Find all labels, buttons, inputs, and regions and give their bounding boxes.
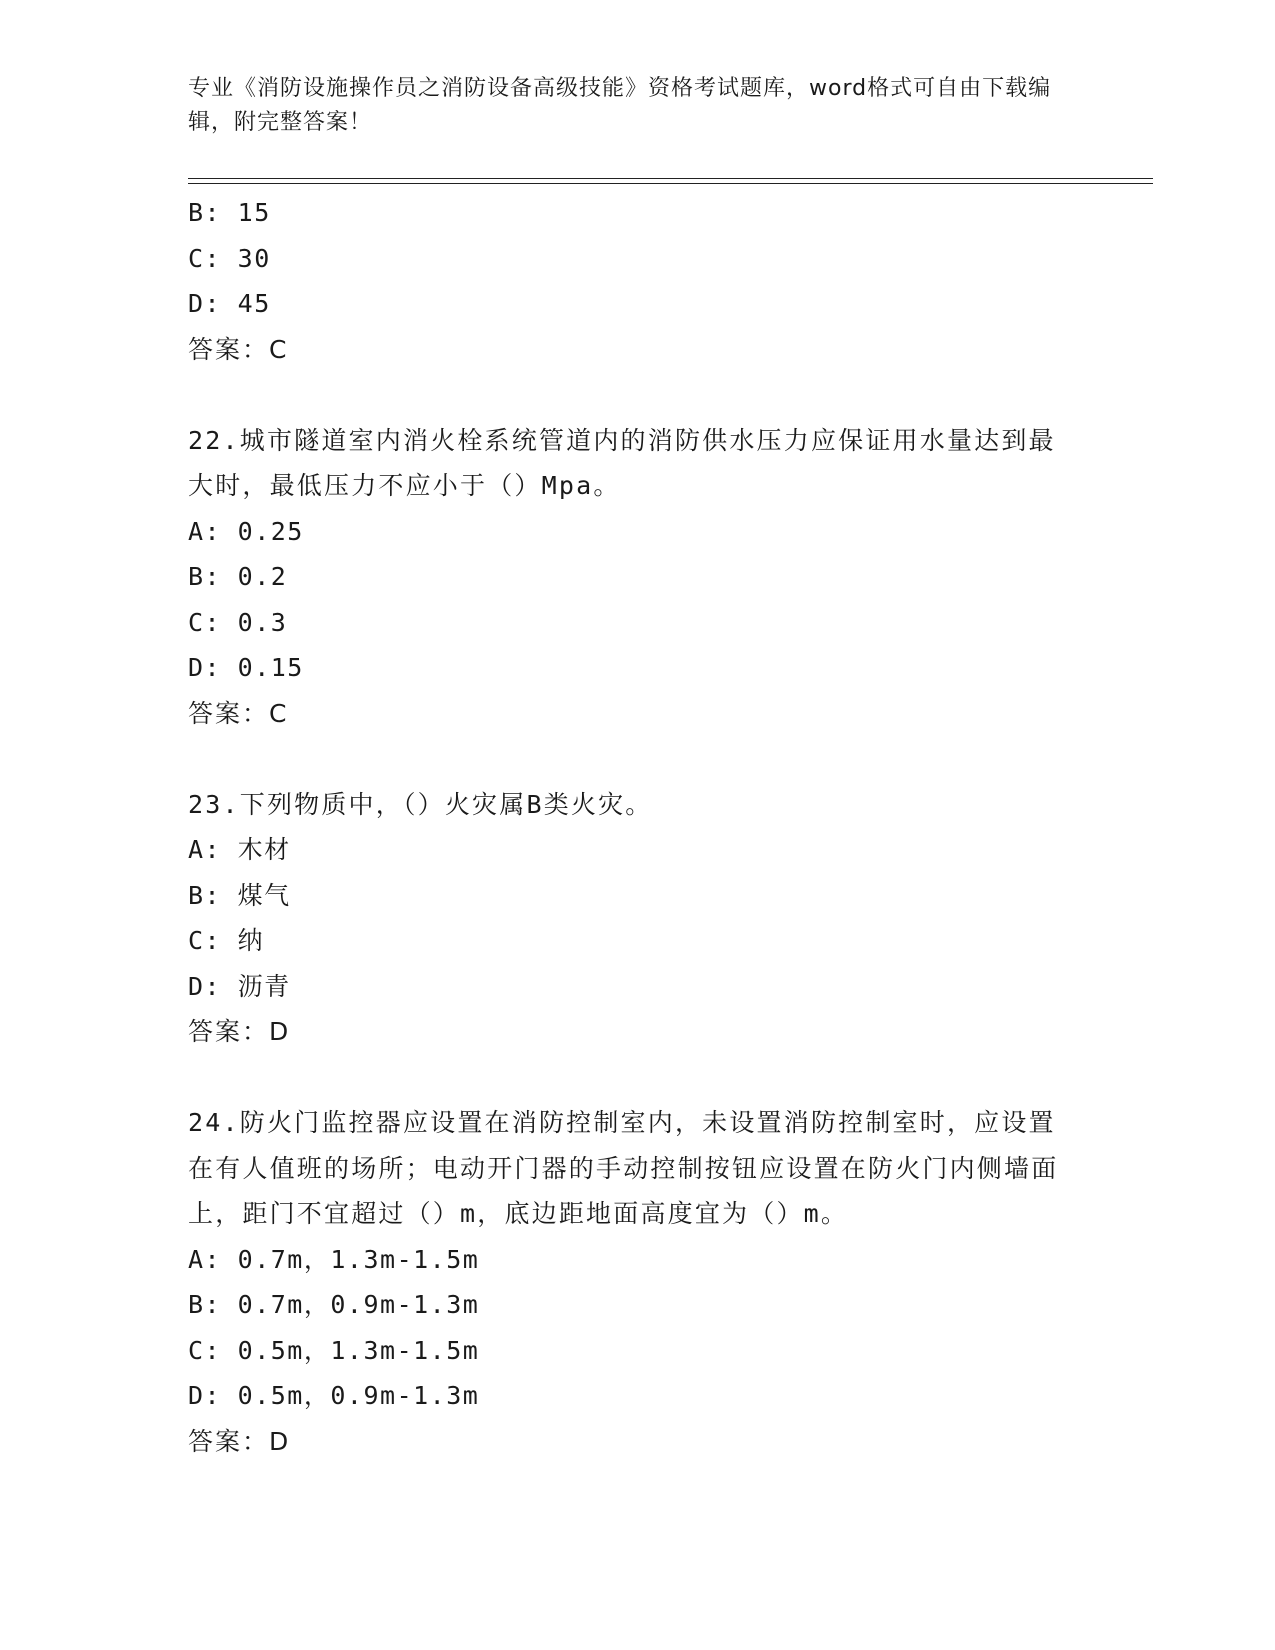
option-c: C: 0.3 (188, 607, 288, 637)
answer: 答案：C (188, 698, 289, 728)
question-stem: 23.下列物质中，（）火灾属B类火灾。 (188, 789, 653, 819)
document-body (188, 190, 1068, 1464)
option-b: B: 0.2 (188, 562, 288, 591)
option-b: B: 15 (188, 198, 271, 227)
header-divider-bottom (188, 183, 1153, 184)
option-a: A: 0.7m，1.3m-1.5m (188, 1244, 480, 1274)
option-a: A: 木材 (188, 835, 291, 864)
answer: 答案：C (188, 334, 289, 364)
option-d: D: 45 (188, 289, 271, 318)
option-d: D: 0.15 (188, 653, 304, 682)
option-b: B: 煤气 (188, 880, 291, 910)
header-divider-top (188, 178, 1153, 179)
question-24 (188, 1100, 1068, 1464)
question-stem: 24.防火门监控器应设置在消防控制室内，未设置消防控制室时，应设置在有人值班的场所；电动开门器的手动控制按钮应设置在防火门内侧墙面上，距门不宜超过（）m，底边距地面高度宜为（）m。 (188, 1108, 1059, 1228)
option-c: C: 0.5m，1.3m-1.5m (188, 1335, 480, 1365)
previous-question-tail (188, 190, 1068, 372)
option-d: D: 0.5m，0.9m-1.3m (188, 1381, 480, 1410)
question-23 (188, 782, 1068, 1055)
option-d: D: 沥青 (188, 971, 291, 1001)
answer: 答案：D (188, 1426, 291, 1456)
answer: 答案：D (188, 1017, 291, 1046)
question-stem: 22.城市隧道室内消火栓系统管道内的消防供水压力应保证用水量达到最大时，最低压力不应小于（）Mpa。 (188, 425, 1056, 500)
document-header: 专业《消防设施操作员之消防设备高级技能》资格考试题库，word格式可自由下载编辑，附完整答案！ (188, 76, 1052, 135)
option-a: A: 0.25 (188, 516, 304, 546)
question-22 (188, 418, 1068, 737)
option-c: C: 30 (188, 243, 271, 273)
option-c: C: 纳 (188, 926, 265, 955)
option-b: B: 0.7m，0.9m-1.3m (188, 1290, 480, 1319)
